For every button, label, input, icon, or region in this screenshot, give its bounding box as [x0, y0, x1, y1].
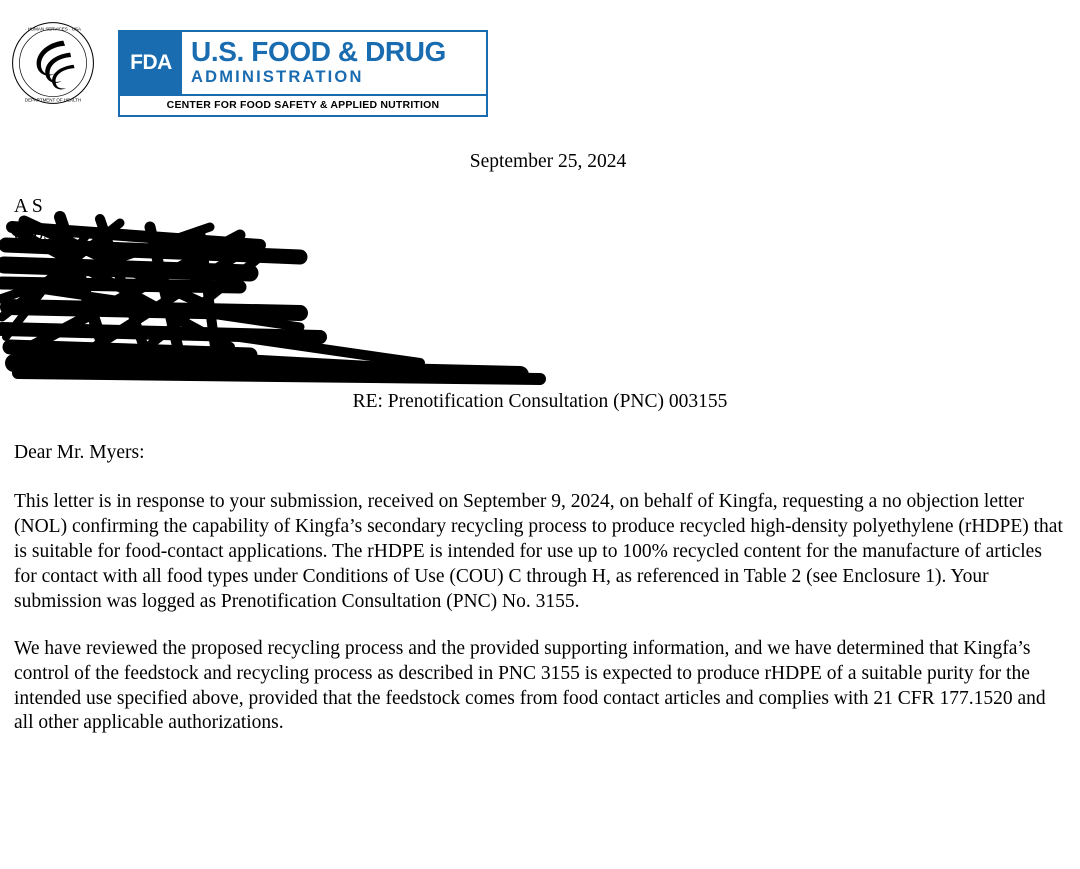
- letterhead: [0, 12, 1080, 122]
- hhs-seal-icon: [10, 20, 96, 106]
- salutation: Dear Mr. Myers:: [14, 441, 145, 463]
- addressee-line-2: A S: [14, 195, 43, 217]
- fda-abbr-mark: FDA: [120, 32, 182, 94]
- agency-name-line2: ADMINISTRATION: [191, 67, 364, 86]
- svg-text:· HUMAN SERVICES · USA: · HUMAN SERVICES · USA: [24, 26, 82, 32]
- addressee-block: [14, 193, 1066, 378]
- redaction-scribble: [0, 187, 560, 387]
- addressee-text: [14, 193, 53, 248]
- letter-document: [14, 150, 1066, 758]
- fda-logo-block: [118, 30, 488, 117]
- re-subject-line: RE: Prenotification Consultation (PNC) 003155: [352, 390, 728, 412]
- svg-text:DEPARTMENT OF HEALTH: DEPARTMENT OF HEALTH: [24, 97, 82, 103]
- body-paragraph-2: We have reviewed the proposed recycling process and the provided supporting information, and we have determined that Kingfa’s control of the feedstock and recycling process as described in PNC 3155 is expected to produce rHDPE of a suitable purity for the intended use specified above, provided that the feedstock comes from food contact articles and complies with 21 CFR 177.1520 and all other applicable authorizations.: [14, 637, 1046, 734]
- addressee-line-5: 0605: [14, 223, 53, 245]
- body-paragraph-1: This letter is in response to your submission, received on September 9, 2024, on behalf of Kingfa, requesting a no objection letter (NOL) confirming the capability of Kingfa’s secondary recycling process to produce recycled high-density polyethylene (rHDPE) that is suitable for food-contact applications. The rHDPE is intended for use up to 100% recycled content for the manufacture of articles for contact with all food types under Conditions of Use (COU) C through H, as referenced in Table 2 (see Enclosure 1). Your submission was logged as Prenotification Consultation (PNC) No. 3155.: [14, 490, 1063, 612]
- letter-date: September 25, 2024: [469, 151, 627, 172]
- agency-name-line1: U.S. FOOD & DRUG: [191, 36, 446, 67]
- center-name: CENTER FOR FOOD SAFETY & APPLIED NUTRITION: [120, 94, 486, 115]
